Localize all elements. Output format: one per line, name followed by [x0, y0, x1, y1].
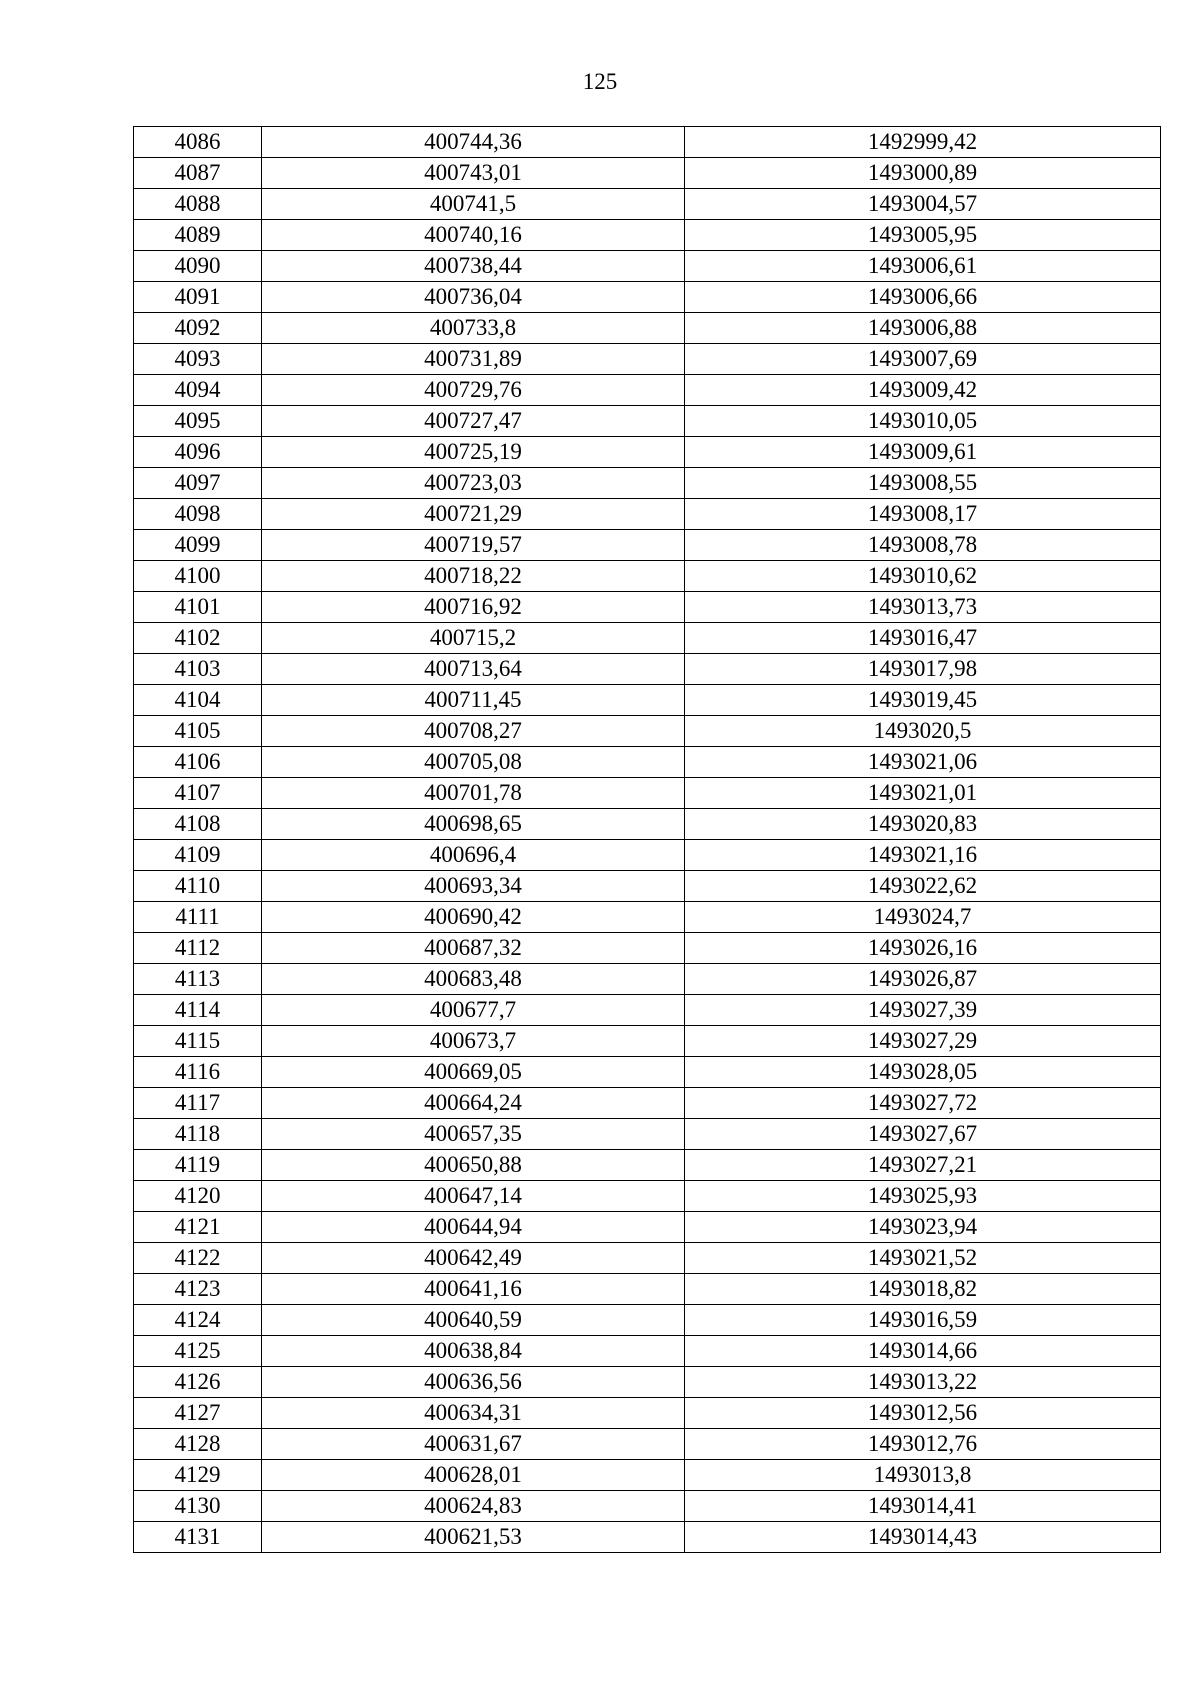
- x-coordinate-cell: 400641,16: [262, 1274, 685, 1305]
- x-coordinate-cell: 400624,83: [262, 1491, 685, 1522]
- x-coordinate-cell: 400673,7: [262, 1026, 685, 1057]
- x-coordinate-cell: 400729,76: [262, 375, 685, 406]
- y-coordinate-cell: 1493027,39: [685, 995, 1161, 1026]
- y-coordinate-cell: 1493027,72: [685, 1088, 1161, 1119]
- table-row: [134, 344, 1161, 375]
- x-coordinate-cell: 400719,57: [262, 530, 685, 561]
- y-coordinate-cell: 1493016,47: [685, 623, 1161, 654]
- table-row: [134, 468, 1161, 499]
- point-number-cell: 4130: [134, 1491, 262, 1522]
- x-coordinate-cell: 400731,89: [262, 344, 685, 375]
- table-row: [134, 530, 1161, 561]
- point-number-cell: 4118: [134, 1119, 262, 1150]
- table-row: [134, 933, 1161, 964]
- x-coordinate-cell: 400628,01: [262, 1460, 685, 1491]
- x-coordinate-cell: 400621,53: [262, 1522, 685, 1553]
- x-coordinate-cell: 400696,4: [262, 840, 685, 871]
- point-number-cell: 4116: [134, 1057, 262, 1088]
- point-number-cell: 4087: [134, 158, 262, 189]
- y-coordinate-cell: 1493007,69: [685, 344, 1161, 375]
- point-number-cell: 4107: [134, 778, 262, 809]
- y-coordinate-cell: 1493006,66: [685, 282, 1161, 313]
- table-row: [134, 127, 1161, 158]
- point-number-cell: 4119: [134, 1150, 262, 1181]
- y-coordinate-cell: 1493006,61: [685, 251, 1161, 282]
- y-coordinate-cell: 1493013,73: [685, 592, 1161, 623]
- x-coordinate-cell: 400683,48: [262, 964, 685, 995]
- point-number-cell: 4092: [134, 313, 262, 344]
- y-coordinate-cell: 1493021,52: [685, 1243, 1161, 1274]
- x-coordinate-cell: 400664,24: [262, 1088, 685, 1119]
- table-row: [134, 592, 1161, 623]
- y-coordinate-cell: 1493024,7: [685, 902, 1161, 933]
- table-row: [134, 871, 1161, 902]
- point-number-cell: 4122: [134, 1243, 262, 1274]
- point-number-cell: 4090: [134, 251, 262, 282]
- table-row: [134, 561, 1161, 592]
- y-coordinate-cell: 1493014,41: [685, 1491, 1161, 1522]
- table-row: [134, 313, 1161, 344]
- y-coordinate-cell: 1493026,87: [685, 964, 1161, 995]
- x-coordinate-cell: 400740,16: [262, 220, 685, 251]
- x-coordinate-cell: 400687,32: [262, 933, 685, 964]
- x-coordinate-cell: 400642,49: [262, 1243, 685, 1274]
- x-coordinate-cell: 400677,7: [262, 995, 685, 1026]
- x-coordinate-cell: 400713,64: [262, 654, 685, 685]
- table-row: [134, 189, 1161, 220]
- table-row: [134, 375, 1161, 406]
- point-number-cell: 4093: [134, 344, 262, 375]
- x-coordinate-cell: 400669,05: [262, 1057, 685, 1088]
- y-coordinate-cell: 1493010,05: [685, 406, 1161, 437]
- y-coordinate-cell: 1493020,5: [685, 716, 1161, 747]
- y-coordinate-cell: 1493014,43: [685, 1522, 1161, 1553]
- x-coordinate-cell: 400644,94: [262, 1212, 685, 1243]
- table-row: [134, 623, 1161, 654]
- table-row: [134, 809, 1161, 840]
- y-coordinate-cell: 1493023,94: [685, 1212, 1161, 1243]
- table-row: [134, 1305, 1161, 1336]
- point-number-cell: 4102: [134, 623, 262, 654]
- point-number-cell: 4109: [134, 840, 262, 871]
- x-coordinate-cell: 400690,42: [262, 902, 685, 933]
- table-row: [134, 902, 1161, 933]
- coordinates-table-body: [134, 127, 1161, 1553]
- table-row: [134, 654, 1161, 685]
- x-coordinate-cell: 400725,19: [262, 437, 685, 468]
- x-coordinate-cell: 400708,27: [262, 716, 685, 747]
- x-coordinate-cell: 400657,35: [262, 1119, 685, 1150]
- point-number-cell: 4128: [134, 1429, 262, 1460]
- point-number-cell: 4091: [134, 282, 262, 313]
- point-number-cell: 4088: [134, 189, 262, 220]
- page-number: 125: [582, 69, 618, 94]
- x-coordinate-cell: 400721,29: [262, 499, 685, 530]
- y-coordinate-cell: 1493021,06: [685, 747, 1161, 778]
- table-row: [134, 1398, 1161, 1429]
- point-number-cell: 4096: [134, 437, 262, 468]
- x-coordinate-cell: 400650,88: [262, 1150, 685, 1181]
- x-coordinate-cell: 400727,47: [262, 406, 685, 437]
- x-coordinate-cell: 400634,31: [262, 1398, 685, 1429]
- table-row: [134, 964, 1161, 995]
- point-number-cell: 4104: [134, 685, 262, 716]
- y-coordinate-cell: 1493012,56: [685, 1398, 1161, 1429]
- table-row: [134, 1336, 1161, 1367]
- point-number-cell: 4120: [134, 1181, 262, 1212]
- point-number-cell: 4110: [134, 871, 262, 902]
- x-coordinate-cell: 400733,8: [262, 313, 685, 344]
- point-number-cell: 4094: [134, 375, 262, 406]
- table-row: [134, 1460, 1161, 1491]
- y-coordinate-cell: 1493013,22: [685, 1367, 1161, 1398]
- point-number-cell: 4131: [134, 1522, 262, 1553]
- table-row: [134, 685, 1161, 716]
- point-number-cell: 4095: [134, 406, 262, 437]
- point-number-cell: 4127: [134, 1398, 262, 1429]
- point-number-cell: 4126: [134, 1367, 262, 1398]
- x-coordinate-cell: 400705,08: [262, 747, 685, 778]
- x-coordinate-cell: 400698,65: [262, 809, 685, 840]
- point-number-cell: 4123: [134, 1274, 262, 1305]
- x-coordinate-cell: 400736,04: [262, 282, 685, 313]
- point-number-cell: 4097: [134, 468, 262, 499]
- y-coordinate-cell: 1493017,98: [685, 654, 1161, 685]
- point-number-cell: 4103: [134, 654, 262, 685]
- y-coordinate-cell: 1493027,29: [685, 1026, 1161, 1057]
- x-coordinate-cell: 400741,5: [262, 189, 685, 220]
- table-row: [134, 1150, 1161, 1181]
- table-row: [134, 778, 1161, 809]
- table-row: [134, 437, 1161, 468]
- y-coordinate-cell: 1493009,42: [685, 375, 1161, 406]
- table-row: [134, 716, 1161, 747]
- table-row: [134, 1429, 1161, 1460]
- y-coordinate-cell: 1493004,57: [685, 189, 1161, 220]
- y-coordinate-cell: 1493012,76: [685, 1429, 1161, 1460]
- table-row: [134, 747, 1161, 778]
- x-coordinate-cell: 400701,78: [262, 778, 685, 809]
- point-number-cell: 4101: [134, 592, 262, 623]
- y-coordinate-cell: 1493008,17: [685, 499, 1161, 530]
- y-coordinate-cell: 1493020,83: [685, 809, 1161, 840]
- y-coordinate-cell: 1493019,45: [685, 685, 1161, 716]
- y-coordinate-cell: 1493000,89: [685, 158, 1161, 189]
- point-number-cell: 4098: [134, 499, 262, 530]
- table-row: [134, 1367, 1161, 1398]
- table-row: [134, 840, 1161, 871]
- coordinates-table: [133, 126, 1161, 1553]
- point-number-cell: 4121: [134, 1212, 262, 1243]
- point-number-cell: 4124: [134, 1305, 262, 1336]
- x-coordinate-cell: 400716,92: [262, 592, 685, 623]
- table-row: [134, 499, 1161, 530]
- y-coordinate-cell: 1493010,62: [685, 561, 1161, 592]
- x-coordinate-cell: 400743,01: [262, 158, 685, 189]
- y-coordinate-cell: 1493028,05: [685, 1057, 1161, 1088]
- table-row: [134, 1119, 1161, 1150]
- point-number-cell: 4111: [134, 902, 262, 933]
- y-coordinate-cell: 1493021,16: [685, 840, 1161, 871]
- point-number-cell: 4129: [134, 1460, 262, 1491]
- y-coordinate-cell: 1493025,93: [685, 1181, 1161, 1212]
- x-coordinate-cell: 400715,2: [262, 623, 685, 654]
- y-coordinate-cell: 1493013,8: [685, 1460, 1161, 1491]
- y-coordinate-cell: 1493027,21: [685, 1150, 1161, 1181]
- point-number-cell: 4105: [134, 716, 262, 747]
- point-number-cell: 4100: [134, 561, 262, 592]
- y-coordinate-cell: 1493021,01: [685, 778, 1161, 809]
- point-number-cell: 4114: [134, 995, 262, 1026]
- table-row: [134, 1522, 1161, 1553]
- y-coordinate-cell: 1493016,59: [685, 1305, 1161, 1336]
- point-number-cell: 4106: [134, 747, 262, 778]
- table-row: [134, 1181, 1161, 1212]
- point-number-cell: 4108: [134, 809, 262, 840]
- table-row: [134, 282, 1161, 313]
- table-row: [134, 1088, 1161, 1119]
- point-number-cell: 4112: [134, 933, 262, 964]
- x-coordinate-cell: 400718,22: [262, 561, 685, 592]
- y-coordinate-cell: 1493008,55: [685, 468, 1161, 499]
- point-number-cell: 4089: [134, 220, 262, 251]
- table-row: [134, 1026, 1161, 1057]
- point-number-cell: 4099: [134, 530, 262, 561]
- table-row: [134, 1274, 1161, 1305]
- y-coordinate-cell: 1493022,62: [685, 871, 1161, 902]
- table-row: [134, 1057, 1161, 1088]
- point-number-cell: 4117: [134, 1088, 262, 1119]
- table-row: [134, 251, 1161, 282]
- y-coordinate-cell: 1493009,61: [685, 437, 1161, 468]
- y-coordinate-cell: 1493005,95: [685, 220, 1161, 251]
- x-coordinate-cell: 400647,14: [262, 1181, 685, 1212]
- y-coordinate-cell: 1493006,88: [685, 313, 1161, 344]
- table-row: [134, 406, 1161, 437]
- x-coordinate-cell: 400744,36: [262, 127, 685, 158]
- table-row: [134, 1212, 1161, 1243]
- y-coordinate-cell: 1493014,66: [685, 1336, 1161, 1367]
- y-coordinate-cell: 1493027,67: [685, 1119, 1161, 1150]
- x-coordinate-cell: 400738,44: [262, 251, 685, 282]
- x-coordinate-cell: 400638,84: [262, 1336, 685, 1367]
- table-row: [134, 995, 1161, 1026]
- y-coordinate-cell: 1493018,82: [685, 1274, 1161, 1305]
- x-coordinate-cell: 400723,03: [262, 468, 685, 499]
- y-coordinate-cell: 1493026,16: [685, 933, 1161, 964]
- x-coordinate-cell: 400640,59: [262, 1305, 685, 1336]
- point-number-cell: 4113: [134, 964, 262, 995]
- table-row: [134, 1491, 1161, 1522]
- x-coordinate-cell: 400636,56: [262, 1367, 685, 1398]
- table-row: [134, 1243, 1161, 1274]
- table-row: [134, 220, 1161, 251]
- x-coordinate-cell: 400693,34: [262, 871, 685, 902]
- point-number-cell: 4125: [134, 1336, 262, 1367]
- x-coordinate-cell: 400631,67: [262, 1429, 685, 1460]
- point-number-cell: 4115: [134, 1026, 262, 1057]
- x-coordinate-cell: 400711,45: [262, 685, 685, 716]
- point-number-cell: 4086: [134, 127, 262, 158]
- y-coordinate-cell: 1493008,78: [685, 530, 1161, 561]
- table-row: [134, 158, 1161, 189]
- y-coordinate-cell: 1492999,42: [685, 127, 1161, 158]
